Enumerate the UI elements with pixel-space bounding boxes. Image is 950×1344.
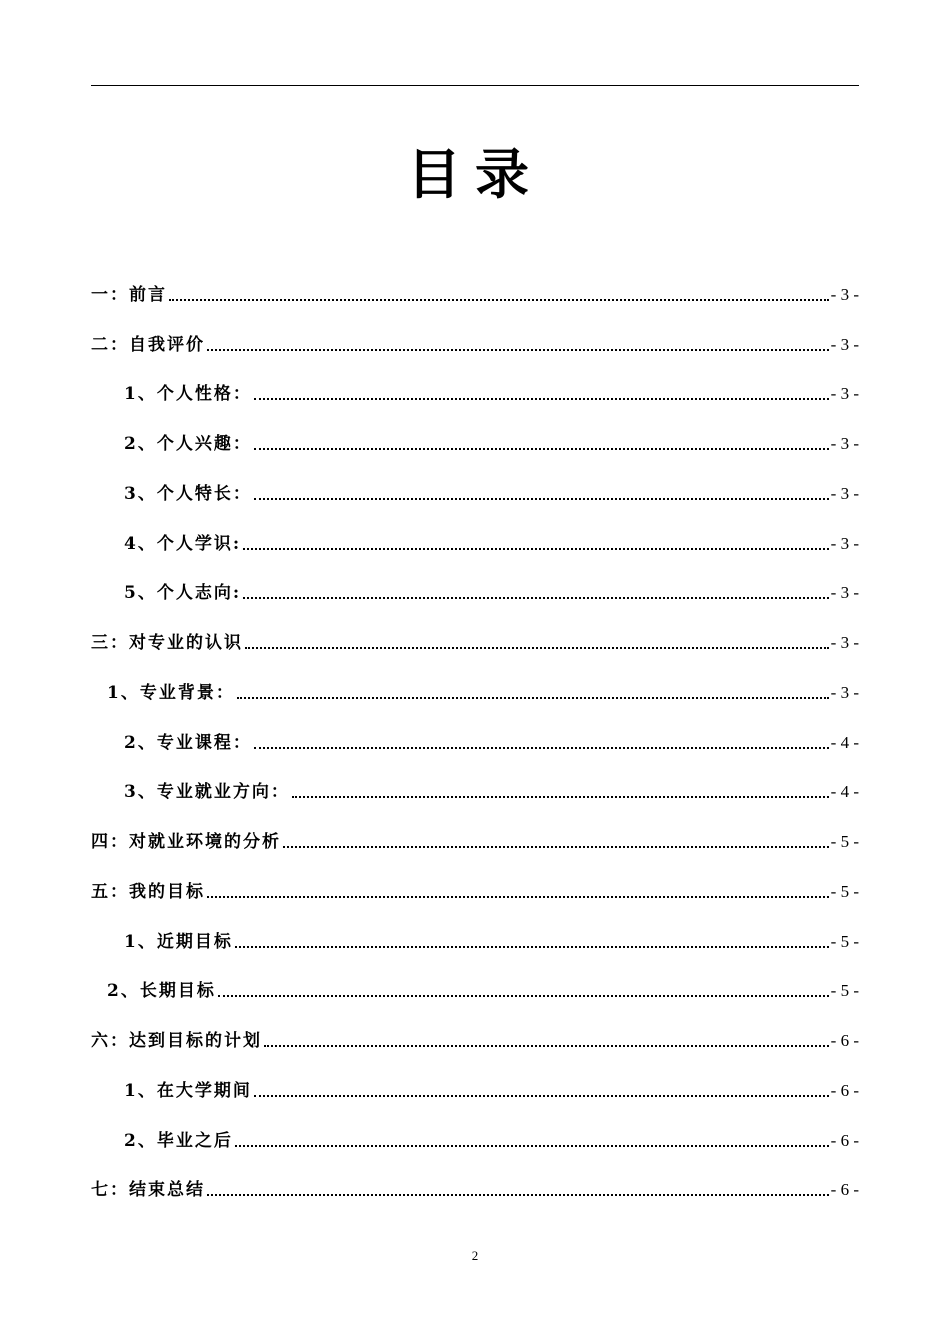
toc-entry-page: - 6 -: [830, 1130, 859, 1150]
toc-entry[interactable]: [91, 912, 859, 962]
toc-entry[interactable]: [91, 1111, 859, 1161]
toc-entry[interactable]: [91, 862, 859, 912]
toc-entry-label: 四：对就业环境的分析: [91, 832, 281, 852]
toc-entry-page: - 3 -: [830, 334, 859, 354]
toc-entry[interactable]: [91, 613, 859, 663]
toc-dot-leader: [235, 1145, 829, 1147]
page-title: 目录: [407, 143, 543, 206]
toc-entry-page: - 5 -: [830, 981, 859, 1001]
toc-dot-leader: [207, 896, 829, 898]
toc-dot-leader: [207, 1194, 829, 1196]
toc-entry-page: - 5 -: [830, 832, 859, 851]
toc-entry[interactable]: [91, 514, 859, 564]
toc-entry[interactable]: [91, 265, 859, 315]
toc-dot-leader: [283, 846, 829, 848]
toc-dot-leader: [235, 946, 829, 948]
toc-entry-page: - 3 -: [830, 533, 859, 553]
toc-entry[interactable]: [91, 315, 859, 365]
toc-entry-page: - 5 -: [830, 881, 859, 901]
toc-entry-page: - 3 -: [830, 284, 859, 304]
toc-dot-leader: [264, 1045, 829, 1047]
toc-entry-label: 3、个人特长：: [124, 483, 252, 504]
toc-entry-label: 1、近期目标: [124, 931, 233, 952]
toc-entry-label: 1、专业背景：: [107, 682, 235, 703]
toc-entry[interactable]: [91, 713, 859, 763]
toc-entry-label: 六：达到目标的计划: [91, 1031, 262, 1051]
toc-dot-leader: [237, 697, 829, 699]
toc-entry-label: 七：结束总结: [91, 1180, 205, 1201]
toc-entry-page: - 3 -: [830, 583, 859, 603]
toc-entry-page: - 4 -: [830, 782, 859, 802]
toc-entry-label: 2、专业课程：: [124, 732, 252, 753]
toc-entry-label: 5、个人志向:: [124, 583, 242, 604]
toc-dot-leader: [254, 498, 829, 500]
toc-entry-label: 1、个人性格：: [124, 384, 252, 405]
toc-entry[interactable]: [91, 564, 859, 614]
table-of-contents: [91, 265, 859, 1210]
toc-dot-leader: [254, 747, 829, 749]
toc-entry[interactable]: [91, 812, 859, 862]
toc-entry[interactable]: [91, 365, 859, 415]
toc-entry[interactable]: [91, 1011, 859, 1061]
toc-dot-leader: [207, 349, 829, 351]
toc-entry-page: - 3 -: [830, 384, 859, 404]
toc-dot-leader: [245, 647, 829, 649]
toc-entry-page: - 3 -: [830, 483, 859, 503]
toc-dot-leader: [254, 1095, 829, 1097]
toc-entry-label: 2、毕业之后: [124, 1130, 233, 1151]
toc-entry-label: 五：我的目标: [91, 881, 205, 902]
header-rule: [91, 85, 859, 86]
toc-entry[interactable]: [91, 414, 859, 464]
toc-entry[interactable]: [91, 663, 859, 713]
toc-entry-label: 三：对专业的认识: [91, 633, 243, 653]
toc-entry-label: 2、长期目标: [107, 981, 216, 1002]
toc-entry[interactable]: [91, 763, 859, 813]
toc-entry-page: - 6 -: [830, 1031, 859, 1050]
toc-dot-leader: [218, 995, 829, 997]
toc-entry-page: - 5 -: [830, 931, 859, 951]
toc-entry-label: 一：前言: [91, 284, 167, 305]
toc-entry[interactable]: [91, 1061, 859, 1111]
toc-dot-leader: [243, 597, 829, 599]
toc-entry[interactable]: [91, 1161, 859, 1211]
toc-entry-label: 4、个人学识:: [124, 533, 242, 554]
toc-dot-leader: [169, 299, 829, 301]
toc-entry-label: 2、个人兴趣：: [124, 434, 252, 454]
toc-dot-leader: [292, 796, 829, 798]
toc-entry[interactable]: [91, 962, 859, 1012]
toc-entry-label: 3、专业就业方向：: [124, 782, 290, 803]
toc-entry-label: 1、在大学期间: [124, 1080, 252, 1101]
toc-entry-page: - 6 -: [830, 1180, 859, 1200]
toc-dot-leader: [254, 448, 829, 450]
toc-entry[interactable]: [91, 464, 859, 514]
toc-entry-page: - 3 -: [830, 682, 859, 702]
page-number: 2: [471, 1248, 479, 1263]
toc-entry-label: 二：自我评价: [91, 334, 205, 355]
toc-dot-leader: [243, 548, 829, 550]
toc-entry-page: - 6 -: [830, 1080, 859, 1100]
toc-entry-page: - 3 -: [830, 633, 859, 652]
toc-dot-leader: [254, 398, 829, 400]
toc-entry-page: - 3 -: [830, 434, 859, 453]
toc-entry-page: - 4 -: [830, 732, 859, 752]
